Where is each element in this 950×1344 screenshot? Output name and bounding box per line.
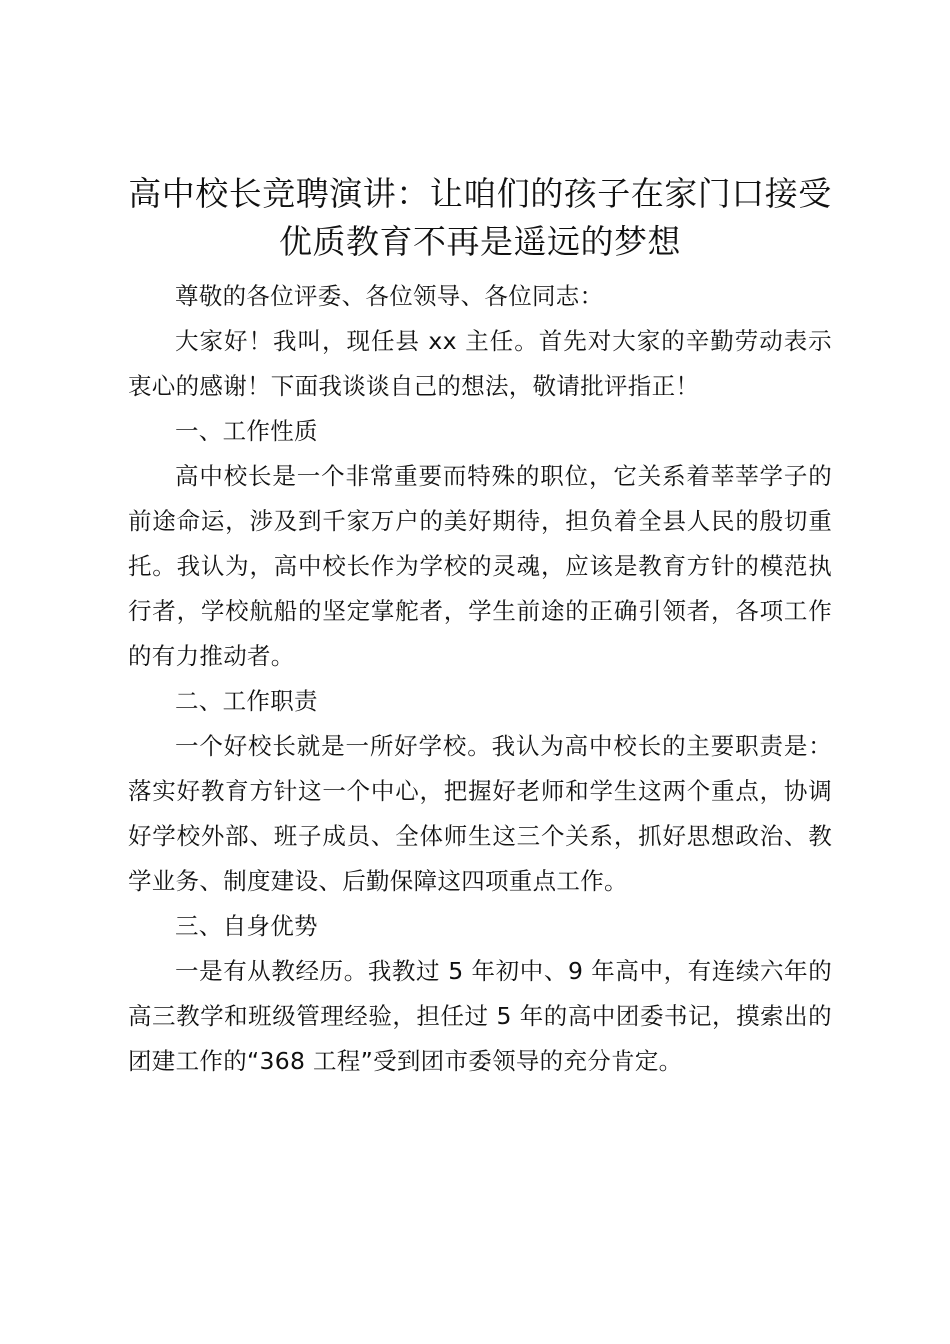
salutation-paragraph: 尊敬的各位评委、各位领导、各位同志： (175, 282, 604, 310)
section-heading-work-nature: 一、工作性质 (175, 417, 318, 445)
document-page (128, 170, 832, 1084)
document-title: 高中校长竞聘演讲：让咱们的孩子在家门口接受优质教育不再是遥远的梦想 (128, 174, 832, 261)
section-heading-work-duties: 二、工作职责 (175, 687, 318, 715)
greeting-paragraph: 大家好！我叫，现任县 xx 主任。首先对大家的辛勤劳动表示衷心的感谢！下面我谈谈自己的想法，敬请批评指正！ (128, 327, 832, 400)
section-heading-own-advantages: 三、自身优势 (175, 912, 318, 940)
work-nature-paragraph: 高中校长是一个非常重要而特殊的职位，它关系着莘莘学子的前途命运，涉及到千家万户的美好期待，担负着全县人民的殷切重托。我认为，高中校长作为学校的灵魂，应该是教育方针的模范执行者，学校航船的坚定掌舵者，学生前途的正确引领者，各项工作的有力推动者。 (128, 462, 832, 670)
work-duties-paragraph: 一个好校长就是一所好学校。我认为高中校长的主要职责是：落实好教育方针这一个中心，把握好老师和学生这两个重点，协调好学校外部、班子成员、全体师生这三个关系，抓好思想政治、教学业务、制度建设、后勤保障这四项重点工作。 (128, 732, 832, 895)
own-advantages-paragraph: 一是有从教经历。我教过 5 年初中、9 年高中，有连续六年的高三教学和班级管理经验，担任过 5 年的高中团委书记，摸索出的团建工作的“368 工程”受到团市委领导的充分肯定。 (128, 957, 832, 1075)
